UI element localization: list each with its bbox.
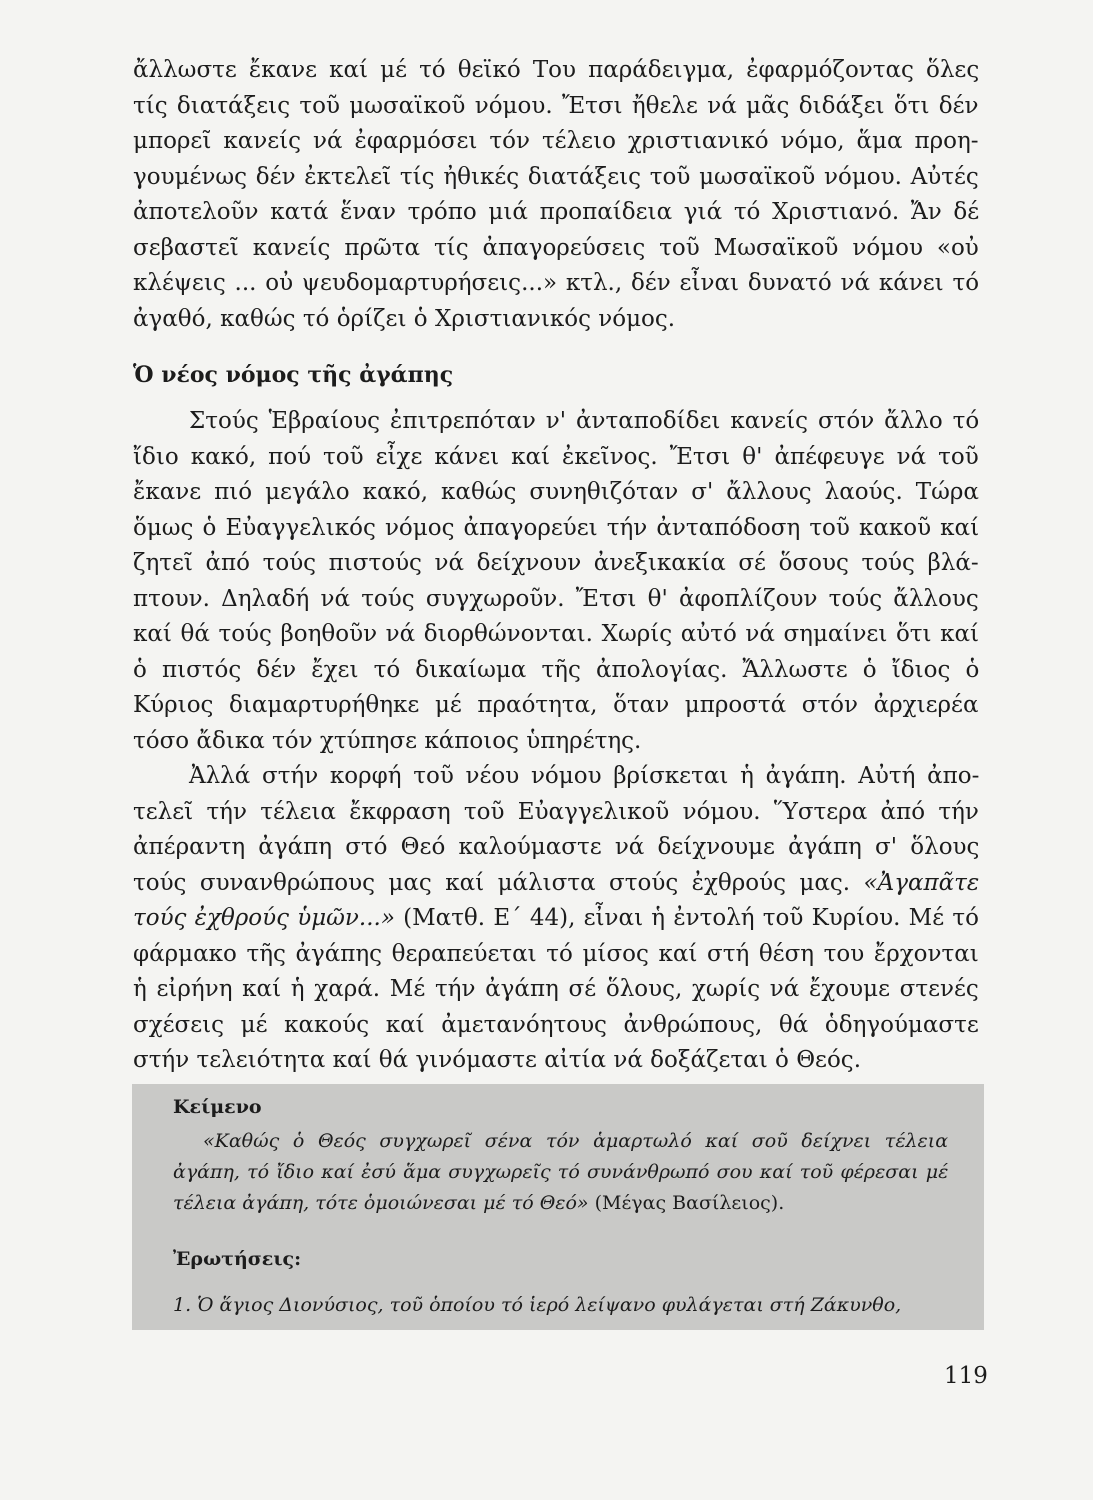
text-line: σχέσεις μέ κακούς καί ἀμετανόητους ἀνθρώπους, θά ὁδηγούμαστε — [133, 1011, 979, 1038]
text-line: μπορεῖ κανείς νά ἐφαρμόσει τόν τέλειο χριστιανικό νόμο, ἅμα προη- — [133, 128, 979, 154]
text-line: ἴδιο κακό, πού τοῦ εἶχε κάνει καί ἐκεῖνος. Ἔτσι θ' ἀπέφευγε νά τοῦ — [133, 443, 979, 470]
text-line — [133, 901, 979, 937]
question-list — [173, 1290, 948, 1321]
text-box-title: Κείμενο — [173, 1096, 262, 1118]
text-line: στήν τελειότητα καί θά γινόμαστε αἰτία νά δοξάζεται ὁ Θεός. — [133, 1047, 862, 1073]
text-line: ὁ πιστός δέν ἔχει τό δικαίωμα τῆς ἀπολογίας. Ἄλλωστε ὁ ἴδιος ὁ — [133, 656, 980, 683]
text-line: ἡ εἰρήνη καί ἡ χαρά. Μέ τήν ἀγάπη σέ ὅλους, χωρίς νά ἔχουμε στενές — [133, 976, 979, 1002]
quoted-text — [173, 1126, 948, 1219]
paragraph-3 — [133, 759, 979, 1079]
text-line: σεβαστεῖ κανείς πρῶτα τίς ἀπαγορεύσεις τοῦ Μωσαϊκοῦ νόμου «οὐ — [133, 234, 979, 261]
text-line: τόσο ἄδικα τόν χτύπησε κάποιος ὑπηρέτης. — [133, 727, 642, 754]
text-line: ἀπέραντη ἀγάπη στό Θεό καλούμαστε νά δείχνουμε ἀγάπη σ' ὅλους — [133, 834, 980, 860]
text-line: καί θά τούς βοηθοῦν νά διορθώνονται. Χωρίς αὐτό νά σημαίνει ὅτι καί — [133, 621, 980, 647]
text-line: πτουν. Δηλαδή νά τούς συγχωροῦν. Ἔτσι θ' ἀφοπλίζουν τούς ἄλλους — [133, 585, 979, 612]
quote-source: (Μέγας Βασίλειος). — [594, 1192, 785, 1214]
text-line — [173, 1188, 948, 1219]
page-number: 119 — [944, 1363, 988, 1389]
text-fragment: (Ματθ. Ε΄ 44), εἶναι ἡ ἐντολή τοῦ Κυρίου. Μέ τό — [403, 905, 979, 931]
text-line: Κύριος διαμαρτυρήθηκε μέ πραότητα, ὅταν μπροστά στόν ἀρχιερέα — [133, 692, 979, 718]
bible-quote-end: τούς ἐχθρούς ὑμῶν...» — [133, 905, 395, 931]
text-line: ἀγάπη, τό ἴδιο καί ἐσύ ἅμα συγχωρεῖς τό συνάνθρωπό σου καί τοῦ φέρεσαι μέ — [173, 1161, 949, 1183]
paragraph-2 — [133, 404, 979, 759]
questions-title: Ἐρωτήσεις: — [173, 1248, 302, 1270]
text-fragment: τούς συνανθρώπους μας καί μάλιστα στούς ἐχθρούς μας. — [133, 869, 851, 896]
text-line: ζητεῖ ἀπό τούς πιστούς νά δείχνουν ἀνεξικακία σέ ὅσους τούς βλά- — [133, 550, 979, 576]
text-line — [133, 866, 979, 902]
text-line: τελεῖ τήν τέλεια ἔκφραση τοῦ Εὐαγγελικοῦ νόμου. Ὕστερα ἀπό τήν — [133, 798, 979, 825]
text-line: «Καθώς ὁ Θεός συγχωρεῖ σένα τόν ἁμαρτωλό καί σοῦ δείχνει τέλεια — [203, 1130, 949, 1152]
text-line: Στούς Ἑβραίους ἐπιτρεπόταν ν' ἀνταποδίδει κανείς στόν ἄλλο τό — [189, 408, 980, 434]
question-item: 1. Ὁ ἅγιος Διονύσιος, τοῦ ὁποίου τό ἱερό λείψανο φυλάγεται στή Ζάκυνθο, — [173, 1294, 902, 1316]
text-line: ἀποτελοῦν κατά ἕναν τρόπο μιά προπαίδεια γιά τό Χριστιανό. Ἄν δέ — [133, 199, 980, 225]
text-line: γουμένως δέν ἐκτελεῖ τίς ἠθικές διατάξεις τοῦ μωσαϊκοῦ νόμου. Αὐτές — [133, 163, 979, 190]
text-line: ἀγαθό, καθώς τό ὁρίζει ὁ Χριστιανικός νόμος. — [133, 305, 676, 332]
quote-fragment: τέλεια ἀγάπη, τότε ὁμοιώνεσαι μέ τό Θεό» — [173, 1192, 589, 1214]
text-line: ὅμως ὁ Εὐαγγελικός νόμος ἀπαγορεύει τήν ἀνταπόδοση τοῦ κακοῦ καί — [133, 514, 980, 541]
text-line: ἄλλωστε ἔκανε καί μέ τό θεϊκό Του παράδειγμα, ἐφαρμόζοντας ὅλες — [133, 57, 980, 83]
text-line: κλέψεις ... οὐ ψευδομαρτυρήσεις...» κτλ., δέν εἶναι δυνατό νά κάνει τό — [133, 270, 980, 296]
section-heading: Ὁ νέος νόμος τῆς ἀγάπης — [133, 362, 454, 388]
bible-quote-start: «Ἀγαπᾶτε — [863, 869, 980, 896]
text-line: Ἀλλά στήν κορφή τοῦ νέου νόμου βρίσκεται ἡ ἀγάπη. Αὐτή ἀπο- — [189, 763, 980, 789]
text-line: ἔκανε πιό μεγάλο κακό, καθώς συνηθιζόταν σ' ἄλλους λαούς. Τώρα — [133, 479, 979, 505]
text-line: φάρμακο τῆς ἀγάπης θεραπεύεται τό μίσος καί στή θέση του ἔρχονται — [133, 940, 979, 967]
text-line: τίς διατάξεις τοῦ μωσαϊκοῦ νόμου. Ἔτσι ἤθελε νά μᾶς διδάξει ὅτι δέν — [133, 92, 979, 119]
paragraph-1 — [133, 53, 979, 337]
